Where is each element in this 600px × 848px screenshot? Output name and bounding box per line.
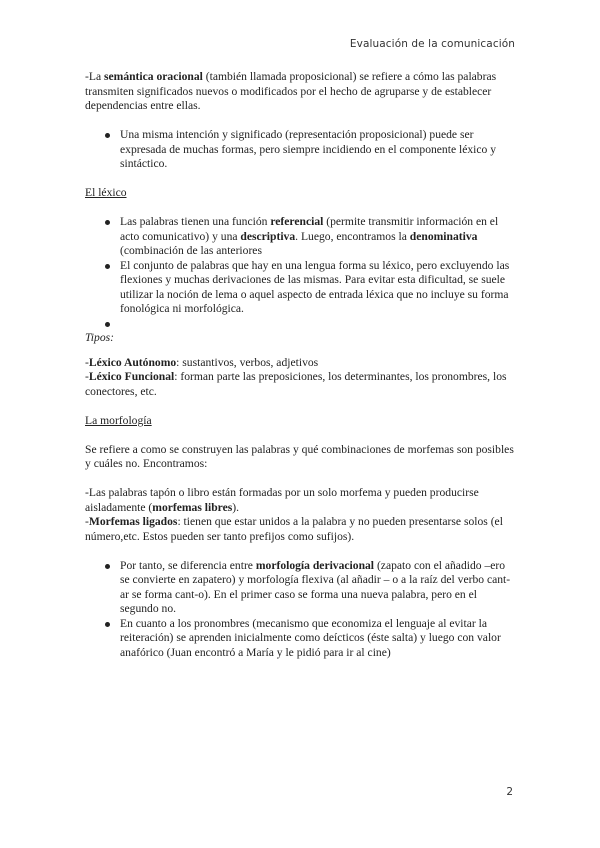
bullet-list: [85, 215, 517, 331]
text: : sustantivos, verbos, adjetivos: [176, 355, 319, 369]
list-item: [85, 559, 517, 617]
bold-term: Léxico Autónomo: [88, 355, 177, 369]
list-item: Una misma intención y significado (representación proposicional) puede ser expresada de muchas formas, pero siempre incidiendo en el componente léxico y sintáctico.: [85, 128, 517, 172]
page-header: Evaluación de la comunicación: [349, 38, 515, 50]
tipos-label: [85, 331, 517, 346]
bold-term: referencial: [270, 215, 324, 228]
text: (combinación de las anteriores: [120, 244, 262, 257]
paragraph-lexico-funcional: [85, 370, 517, 399]
paragraph-morfemas-libres: [85, 486, 517, 515]
list-item: [85, 215, 517, 259]
bold-term: semántica oracional: [104, 70, 203, 83]
text: -La: [85, 70, 104, 83]
heading-lexico: El léxico: [85, 186, 127, 199]
bold-term: Léxico Funcional: [88, 370, 175, 383]
text: -: [85, 515, 89, 528]
bold-term: morfemas libres: [152, 500, 233, 514]
list-item: El conjunto de palabras que hay en una lengua forma su léxico, pero excluyendo las flexiones y muchas derivaciones de las mismas. Para evitar esta dificultad, se suele utilizar la noción de lema o aquel aspecto de entrada léxica que no incluye su forma fonológica ni morfológica.: [85, 259, 517, 317]
text: (también llamada proposicional) se refiere a cómo las palabras transmiten significados nuevos o modificados por el hecho de agruparse y de establecer dependencias entre ellas.: [85, 70, 497, 112]
text: (permite transmitir información en el acto comunicativo) y una: [120, 215, 499, 243]
text: Por tanto, se diferencia entre: [120, 558, 256, 572]
list-item-empty: [85, 317, 517, 332]
text: . Luego, encontramos la: [295, 229, 410, 243]
paragraph-semantica: [85, 70, 517, 114]
page-number: 2: [506, 786, 513, 798]
bold-term: denominativa: [409, 229, 478, 243]
text: (zapato con el añadido –ero se convierte en zapatero) y morfología flexiva (al añadir – o a la raíz del verbo cant-ar se forma cant-o). En el primer caso se forma una nueva palabra, pero en el segundo no.: [120, 558, 511, 615]
bold-term: Morfemas ligados: [88, 515, 178, 528]
text: -Las palabras tapón o libro están formadas por un solo morfema y pueden producirse aisladamente (: [85, 486, 479, 514]
paragraph-morfemas-ligados: [85, 515, 517, 544]
text: Las palabras tienen una función: [120, 215, 271, 228]
text: : tienen que estar unidos a la palabra y no pueden presentarse solos (el número,etc. Estos pueden ser tanto prefijos como sufijos).: [85, 515, 503, 543]
page-content: [85, 70, 517, 660]
bullet-list: [85, 559, 517, 661]
paragraph-lexico-autonomo: [85, 356, 517, 371]
bold-term: descriptiva: [240, 229, 296, 243]
heading-morfologia: La morfología: [85, 413, 152, 427]
text: ).: [232, 500, 240, 514]
bold-term: morfología derivacional: [255, 558, 375, 572]
bullet-list: [85, 128, 517, 172]
paragraph-morfologia: Se refiere a como se construyen las palabras y qué combinaciones de morfemas son posibles y cuáles no. Encontramos:: [85, 442, 514, 470]
text: -: [85, 370, 89, 383]
italic-label: Tipos:: [85, 331, 114, 344]
list-item: En cuanto a los pronombres (mecanismo que economiza el lenguaje al evitar la reiteración) se aprenden inicialmente como deícticos (éste salta) y luego con valor anafórico (Juan encontró a María y le pidió para ir al cine): [85, 617, 517, 661]
text: -: [85, 355, 89, 369]
text: : forman parte las preposiciones, los determinantes, los pronombres, los conectores, etc.: [85, 370, 507, 398]
